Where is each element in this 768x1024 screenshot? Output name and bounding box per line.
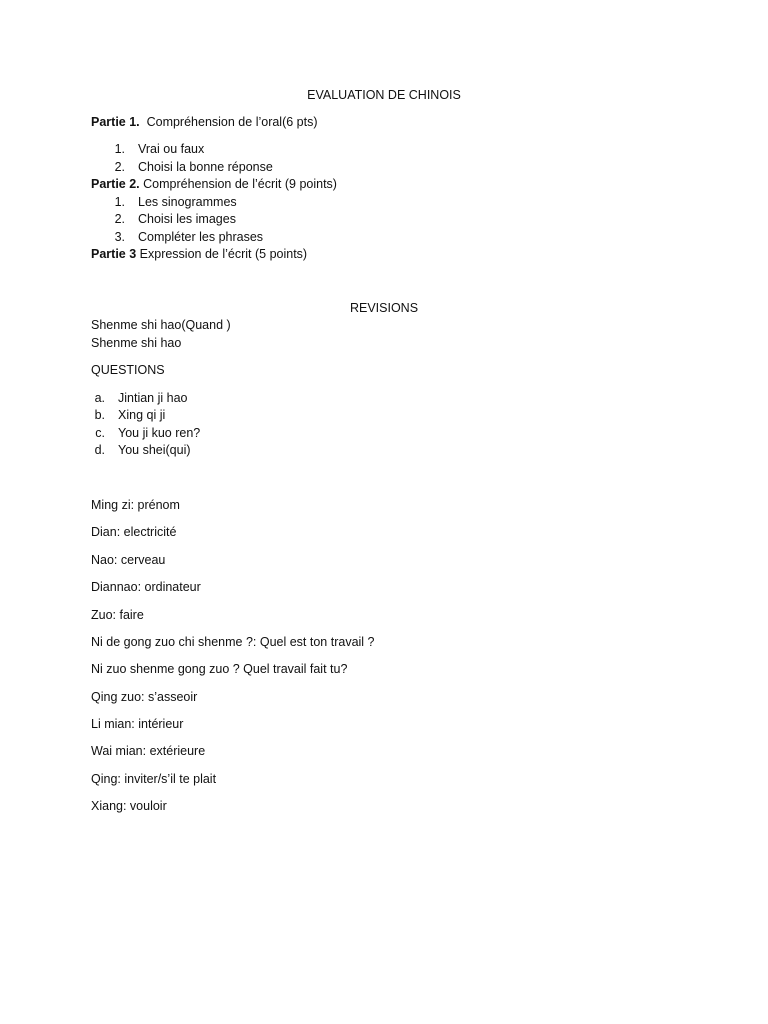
question-letter: c. bbox=[95, 426, 105, 440]
item-number: 1. bbox=[114, 195, 125, 209]
item-text: Choisi la bonne réponse bbox=[138, 160, 273, 174]
vocabulary-entry: Nao: cerveau bbox=[91, 553, 166, 567]
question-text: Jintian ji hao bbox=[118, 391, 188, 405]
vocabulary-entry: Ming zi: prénom bbox=[91, 498, 180, 512]
vocabulary-entry: Ni de gong zuo chi shenme ?: Quel est ton travail ? bbox=[91, 635, 375, 649]
item-number: 2. bbox=[114, 160, 125, 174]
item-number: 2. bbox=[114, 212, 125, 226]
vocabulary-entry: Ni zuo shenme gong zuo ? Quel travail fait tu? bbox=[91, 662, 348, 676]
vocabulary-entry: Qing zuo: s’asseoir bbox=[91, 690, 198, 704]
part-1-text: Compréhension de l’oral(6 pts) bbox=[146, 115, 318, 129]
vocabulary-entry: Xiang: vouloir bbox=[91, 799, 167, 813]
question-letter: b. bbox=[94, 408, 105, 422]
part-2-heading bbox=[91, 176, 337, 192]
revisions-line: Shenme shi hao bbox=[91, 336, 182, 350]
part-2-text: Compréhension de l’écrit (9 points) bbox=[143, 177, 337, 191]
document-title: EVALUATION DE CHINOIS bbox=[307, 88, 461, 102]
vocabulary-entry: Wai mian: extérieure bbox=[91, 744, 206, 758]
item-text: Compléter les phrases bbox=[138, 230, 264, 244]
item-text: Choisi les images bbox=[138, 212, 236, 226]
item-text: Vrai ou faux bbox=[138, 142, 205, 156]
revisions-title: REVISIONS bbox=[349, 301, 419, 315]
vocabulary-entry: Dian: electricité bbox=[91, 525, 177, 539]
vocabulary-entry: Qing: inviter/s’il te plait bbox=[91, 772, 217, 786]
part-3-heading bbox=[91, 246, 307, 262]
part-1-heading bbox=[91, 114, 318, 130]
revisions-line: Shenme shi hao(Quand ) bbox=[91, 318, 231, 332]
part-2-label: Partie 2. bbox=[91, 177, 140, 191]
vocabulary-entry: Zuo: faire bbox=[91, 608, 144, 622]
item-number: 1. bbox=[114, 142, 125, 156]
part-3-label: Partie 3 bbox=[91, 247, 137, 261]
part-3-text: Expression de l’écrit (5 points) bbox=[139, 247, 308, 261]
question-text: Xing qi ji bbox=[118, 408, 166, 422]
vocabulary-entry: Li mian: intérieur bbox=[91, 717, 184, 731]
question-text: You ji kuo ren? bbox=[118, 426, 201, 440]
question-letter: d. bbox=[94, 443, 105, 457]
item-number: 3. bbox=[114, 230, 125, 244]
questions-title: QUESTIONS bbox=[91, 363, 165, 377]
question-letter: a. bbox=[94, 391, 105, 405]
question-text: You shei(qui) bbox=[118, 443, 191, 457]
item-text: Les sinogrammes bbox=[138, 195, 237, 209]
part-1-label: Partie 1. bbox=[91, 115, 140, 129]
vocabulary-entry: Diannao: ordinateur bbox=[91, 580, 201, 594]
